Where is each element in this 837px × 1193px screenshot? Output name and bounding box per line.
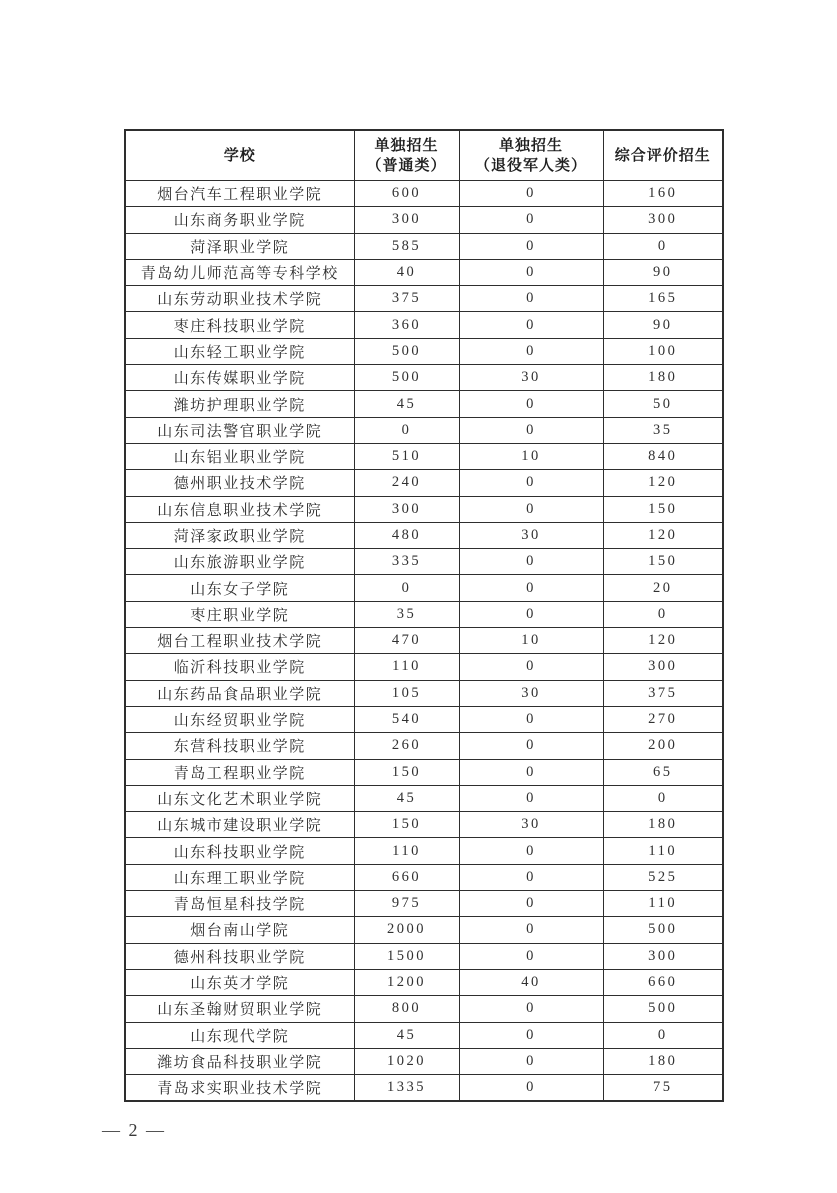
school-cell: 山东经贸职业学院 bbox=[125, 706, 354, 732]
school-cell: 山东传媒职业学院 bbox=[125, 365, 354, 391]
table-row bbox=[125, 654, 723, 680]
regular-quota-cell: 45 bbox=[354, 1022, 459, 1048]
school-cell: 潍坊护理职业学院 bbox=[125, 391, 354, 417]
school-cell: 山东司法警官职业学院 bbox=[125, 417, 354, 443]
comprehensive-quota-cell: 110 bbox=[603, 891, 723, 917]
header-separate-veteran: 单独招生 （退役军人类） bbox=[459, 130, 603, 181]
table-row bbox=[125, 286, 723, 312]
regular-quota-cell: 300 bbox=[354, 496, 459, 522]
comprehensive-quota-cell: 120 bbox=[603, 470, 723, 496]
school-cell: 山东铝业职业学院 bbox=[125, 443, 354, 469]
table-row bbox=[125, 181, 723, 207]
school-cell: 青岛求实职业技术学院 bbox=[125, 1075, 354, 1102]
comprehensive-quota-cell: 200 bbox=[603, 733, 723, 759]
comprehensive-quota-cell: 110 bbox=[603, 838, 723, 864]
veteran-quota-cell: 0 bbox=[459, 917, 603, 943]
table-row bbox=[125, 391, 723, 417]
table-row bbox=[125, 496, 723, 522]
comprehensive-quota-cell: 180 bbox=[603, 812, 723, 838]
table-row bbox=[125, 1048, 723, 1074]
veteran-quota-cell: 40 bbox=[459, 969, 603, 995]
regular-quota-cell: 45 bbox=[354, 785, 459, 811]
regular-quota-cell: 500 bbox=[354, 365, 459, 391]
veteran-quota-cell: 0 bbox=[459, 1022, 603, 1048]
header-school-label: 学校 bbox=[223, 146, 256, 164]
comprehensive-quota-cell: 75 bbox=[603, 1075, 723, 1102]
veteran-quota-cell: 0 bbox=[459, 785, 603, 811]
table-row bbox=[125, 522, 723, 548]
comprehensive-quota-cell: 20 bbox=[603, 575, 723, 601]
comprehensive-quota-cell: 35 bbox=[603, 417, 723, 443]
veteran-quota-cell: 0 bbox=[459, 864, 603, 890]
regular-quota-cell: 540 bbox=[354, 706, 459, 732]
comprehensive-quota-cell: 120 bbox=[603, 522, 723, 548]
comprehensive-quota-cell: 50 bbox=[603, 391, 723, 417]
comprehensive-quota-cell: 150 bbox=[603, 496, 723, 522]
comprehensive-quota-cell: 160 bbox=[603, 181, 723, 207]
comprehensive-quota-cell: 65 bbox=[603, 759, 723, 785]
comprehensive-quota-cell: 0 bbox=[603, 785, 723, 811]
comprehensive-quota-cell: 525 bbox=[603, 864, 723, 890]
header-school bbox=[125, 130, 354, 181]
veteran-quota-cell: 0 bbox=[459, 470, 603, 496]
page-number: — 2 — bbox=[102, 1120, 166, 1140]
school-cell: 山东圣翰财贸职业学院 bbox=[125, 996, 354, 1022]
table-row bbox=[125, 443, 723, 469]
table-row bbox=[125, 1022, 723, 1048]
table-row bbox=[125, 706, 723, 732]
table-row bbox=[125, 838, 723, 864]
school-cell: 东营科技职业学院 bbox=[125, 733, 354, 759]
veteran-quota-cell: 0 bbox=[459, 759, 603, 785]
school-cell: 山东城市建设职业学院 bbox=[125, 812, 354, 838]
school-cell: 德州科技职业学院 bbox=[125, 943, 354, 969]
school-cell: 枣庄职业学院 bbox=[125, 601, 354, 627]
table-header bbox=[125, 130, 723, 181]
comprehensive-quota-cell: 300 bbox=[603, 654, 723, 680]
veteran-quota-cell: 0 bbox=[459, 943, 603, 969]
regular-quota-cell: 1020 bbox=[354, 1048, 459, 1074]
table-row bbox=[125, 259, 723, 285]
comprehensive-quota-cell: 90 bbox=[603, 259, 723, 285]
regular-quota-cell: 150 bbox=[354, 759, 459, 785]
table-row bbox=[125, 312, 723, 338]
school-cell: 青岛工程职业学院 bbox=[125, 759, 354, 785]
comprehensive-quota-cell: 100 bbox=[603, 338, 723, 364]
school-cell: 山东商务职业学院 bbox=[125, 207, 354, 233]
veteran-quota-cell: 0 bbox=[459, 549, 603, 575]
header-row bbox=[125, 130, 723, 181]
regular-quota-cell: 0 bbox=[354, 417, 459, 443]
veteran-quota-cell: 30 bbox=[459, 812, 603, 838]
veteran-quota-cell: 0 bbox=[459, 417, 603, 443]
regular-quota-cell: 480 bbox=[354, 522, 459, 548]
school-cell: 山东旅游职业学院 bbox=[125, 549, 354, 575]
regular-quota-cell: 510 bbox=[354, 443, 459, 469]
comprehensive-quota-cell: 90 bbox=[603, 312, 723, 338]
comprehensive-quota-cell: 0 bbox=[603, 233, 723, 259]
regular-quota-cell: 1500 bbox=[354, 943, 459, 969]
header-comprehensive-label: 综合评价招生 bbox=[614, 146, 711, 164]
comprehensive-quota-cell: 0 bbox=[603, 601, 723, 627]
school-cell: 烟台汽车工程职业学院 bbox=[125, 181, 354, 207]
table-row bbox=[125, 628, 723, 654]
table-row bbox=[125, 733, 723, 759]
school-cell: 烟台工程职业技术学院 bbox=[125, 628, 354, 654]
regular-quota-cell: 240 bbox=[354, 470, 459, 496]
table-row bbox=[125, 207, 723, 233]
school-cell: 山东英才学院 bbox=[125, 969, 354, 995]
table-row bbox=[125, 680, 723, 706]
header-comprehensive bbox=[603, 130, 723, 181]
comprehensive-quota-cell: 500 bbox=[603, 996, 723, 1022]
regular-quota-cell: 335 bbox=[354, 549, 459, 575]
veteran-quota-cell: 0 bbox=[459, 391, 603, 417]
regular-quota-cell: 470 bbox=[354, 628, 459, 654]
school-cell: 潍坊食品科技职业学院 bbox=[125, 1048, 354, 1074]
comprehensive-quota-cell: 500 bbox=[603, 917, 723, 943]
table-row bbox=[125, 233, 723, 259]
regular-quota-cell: 585 bbox=[354, 233, 459, 259]
veteran-quota-cell: 0 bbox=[459, 838, 603, 864]
header-separate-regular: 单独招生 （普通类） bbox=[354, 130, 459, 181]
regular-quota-cell: 0 bbox=[354, 575, 459, 601]
comprehensive-quota-cell: 0 bbox=[603, 1022, 723, 1048]
veteran-quota-cell: 30 bbox=[459, 680, 603, 706]
comprehensive-quota-cell: 120 bbox=[603, 628, 723, 654]
veteran-quota-cell: 0 bbox=[459, 891, 603, 917]
school-cell: 山东现代学院 bbox=[125, 1022, 354, 1048]
school-cell: 菏泽家政职业学院 bbox=[125, 522, 354, 548]
comprehensive-quota-cell: 165 bbox=[603, 286, 723, 312]
school-cell: 青岛幼儿师范高等专科学校 bbox=[125, 259, 354, 285]
school-cell: 德州职业技术学院 bbox=[125, 470, 354, 496]
regular-quota-cell: 360 bbox=[354, 312, 459, 338]
veteran-quota-cell: 0 bbox=[459, 181, 603, 207]
table-row bbox=[125, 1075, 723, 1102]
regular-quota-cell: 150 bbox=[354, 812, 459, 838]
veteran-quota-cell: 0 bbox=[459, 1048, 603, 1074]
veteran-quota-cell: 0 bbox=[459, 996, 603, 1022]
veteran-quota-cell: 10 bbox=[459, 443, 603, 469]
comprehensive-quota-cell: 300 bbox=[603, 943, 723, 969]
regular-quota-cell: 260 bbox=[354, 733, 459, 759]
table-row bbox=[125, 549, 723, 575]
table-row bbox=[125, 891, 723, 917]
comprehensive-quota-cell: 660 bbox=[603, 969, 723, 995]
enrollment-table-body bbox=[125, 181, 723, 1102]
regular-quota-cell: 45 bbox=[354, 391, 459, 417]
veteran-quota-cell: 0 bbox=[459, 233, 603, 259]
table-row bbox=[125, 365, 723, 391]
regular-quota-cell: 600 bbox=[354, 181, 459, 207]
veteran-quota-cell: 0 bbox=[459, 706, 603, 732]
regular-quota-cell: 375 bbox=[354, 286, 459, 312]
school-cell: 临沂科技职业学院 bbox=[125, 654, 354, 680]
comprehensive-quota-cell: 180 bbox=[603, 365, 723, 391]
regular-quota-cell: 1335 bbox=[354, 1075, 459, 1102]
comprehensive-quota-cell: 840 bbox=[603, 443, 723, 469]
school-cell: 枣庄科技职业学院 bbox=[125, 312, 354, 338]
table-row bbox=[125, 969, 723, 995]
regular-quota-cell: 660 bbox=[354, 864, 459, 890]
veteran-quota-cell: 0 bbox=[459, 286, 603, 312]
school-cell: 山东药品食品职业学院 bbox=[125, 680, 354, 706]
regular-quota-cell: 2000 bbox=[354, 917, 459, 943]
school-cell: 菏泽职业学院 bbox=[125, 233, 354, 259]
comprehensive-quota-cell: 270 bbox=[603, 706, 723, 732]
table-row bbox=[125, 943, 723, 969]
veteran-quota-cell: 10 bbox=[459, 628, 603, 654]
table-row bbox=[125, 417, 723, 443]
veteran-quota-cell: 0 bbox=[459, 338, 603, 364]
table-row bbox=[125, 812, 723, 838]
table-row bbox=[125, 338, 723, 364]
veteran-quota-cell: 0 bbox=[459, 654, 603, 680]
table-row bbox=[125, 864, 723, 890]
school-cell: 山东劳动职业技术学院 bbox=[125, 286, 354, 312]
veteran-quota-cell: 0 bbox=[459, 259, 603, 285]
table-row bbox=[125, 601, 723, 627]
table-row bbox=[125, 575, 723, 601]
enrollment-quota-table bbox=[124, 129, 724, 1102]
veteran-quota-cell: 0 bbox=[459, 1075, 603, 1102]
comprehensive-quota-cell: 300 bbox=[603, 207, 723, 233]
veteran-quota-cell: 30 bbox=[459, 365, 603, 391]
school-cell: 山东科技职业学院 bbox=[125, 838, 354, 864]
comprehensive-quota-cell: 375 bbox=[603, 680, 723, 706]
table-row bbox=[125, 917, 723, 943]
veteran-quota-cell: 30 bbox=[459, 522, 603, 548]
regular-quota-cell: 110 bbox=[354, 654, 459, 680]
veteran-quota-cell: 0 bbox=[459, 496, 603, 522]
school-cell: 山东理工职业学院 bbox=[125, 864, 354, 890]
table-row bbox=[125, 759, 723, 785]
school-cell: 山东轻工职业学院 bbox=[125, 338, 354, 364]
table-row bbox=[125, 996, 723, 1022]
regular-quota-cell: 300 bbox=[354, 207, 459, 233]
regular-quota-cell: 35 bbox=[354, 601, 459, 627]
school-cell: 青岛恒星科技学院 bbox=[125, 891, 354, 917]
regular-quota-cell: 105 bbox=[354, 680, 459, 706]
school-cell: 烟台南山学院 bbox=[125, 917, 354, 943]
regular-quota-cell: 1200 bbox=[354, 969, 459, 995]
regular-quota-cell: 40 bbox=[354, 259, 459, 285]
school-cell: 山东信息职业技术学院 bbox=[125, 496, 354, 522]
regular-quota-cell: 500 bbox=[354, 338, 459, 364]
veteran-quota-cell: 0 bbox=[459, 312, 603, 338]
veteran-quota-cell: 0 bbox=[459, 601, 603, 627]
school-cell: 山东女子学院 bbox=[125, 575, 354, 601]
comprehensive-quota-cell: 150 bbox=[603, 549, 723, 575]
comprehensive-quota-cell: 180 bbox=[603, 1048, 723, 1074]
school-cell: 山东文化艺术职业学院 bbox=[125, 785, 354, 811]
regular-quota-cell: 800 bbox=[354, 996, 459, 1022]
regular-quota-cell: 110 bbox=[354, 838, 459, 864]
veteran-quota-cell: 0 bbox=[459, 733, 603, 759]
table-row bbox=[125, 785, 723, 811]
table-row bbox=[125, 470, 723, 496]
veteran-quota-cell: 0 bbox=[459, 575, 603, 601]
regular-quota-cell: 975 bbox=[354, 891, 459, 917]
veteran-quota-cell: 0 bbox=[459, 207, 603, 233]
